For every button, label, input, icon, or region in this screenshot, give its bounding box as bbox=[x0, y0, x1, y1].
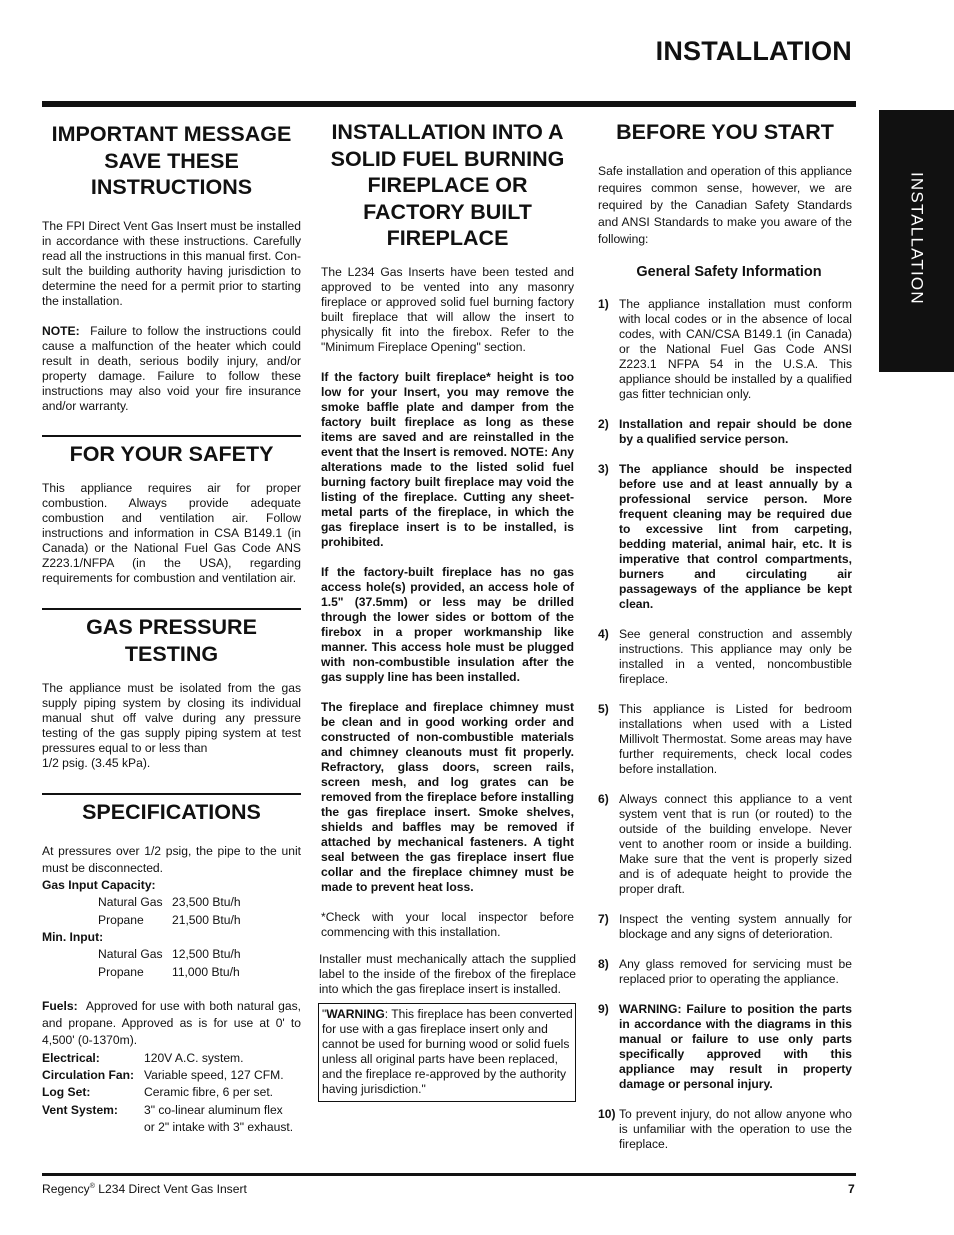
list-item: 6) Always connect this appliance to a vent system vent that is run (or routed) to the outside of the building envelope. Never vent to another room or inside a building. Make sure that the vent is properly sized and is of adequate height to provide the proper draft. bbox=[598, 791, 852, 896]
column-right bbox=[598, 115, 852, 1152]
list-item: 8) Any glass removed for servicing must be replaced prior to operating the appliance. bbox=[598, 956, 852, 986]
gas-input-label: Gas Input Capacity: bbox=[42, 878, 156, 893]
note-label: NOTE: bbox=[42, 323, 80, 338]
warning-text: : This fireplace has been converted for use with a gas fireplace insert only and cannot be used for burning wood or solid fuels unless all original parts have been replaced, and the fireplace re-approved by the authority having jurisdiction." bbox=[322, 1006, 573, 1096]
bottom-rule bbox=[42, 1173, 856, 1176]
min-input-row: Natural Gas 12,500 Btu/h bbox=[98, 947, 241, 962]
safety-para: This appliance requires air for proper combustion. Always provide adequate combustion and ventilation air. Follow instructions and information in CSA B149.1 (in Canada) or the National Fuel Gas Code ANS Z223.1/NFPA (in the USA), regarding requirements for combustion and ventilation air. bbox=[42, 481, 301, 585]
list-item: 5) This appliance is Listed for bedroom installations when used with a Listed Millivolt Thermostat. Some areas may have further requirements, check local codes before installation. bbox=[598, 701, 852, 776]
min-input-row: Propane 11,000 Btu/h bbox=[98, 964, 240, 979]
important-note bbox=[42, 324, 301, 414]
footer-brand: Regency® L234 Direct Vent Gas Insert bbox=[42, 1182, 247, 1196]
spec-row-vent-system: Vent System: 3" co-linear aluminum flex bbox=[42, 1102, 283, 1117]
list-item: 2) Installation and repair should be done by a qualified service person. bbox=[598, 416, 852, 446]
fuels-para: Fuels: Approved for use with both natural gas, and propane. Approved as is for use at 0' to 4,500' (0-1370m). bbox=[42, 998, 301, 1048]
solid-fuel-heading: INSTALLATION INTO A SOLID FUEL BURNING FIREPLACE OR FACTORY BUILT FIREPLACE bbox=[330, 120, 565, 250]
list-item: 1) The appliance installation must conform with local codes or in the absence of local codes, with CAN/CSA B149.1 (in Canada) or the National Fuel Gas Code ANSI Z223.1 NFPA 54 in the U.S.A. This appliance should be installed by a qualified gas fitter technician only. bbox=[598, 296, 852, 401]
gas-input-row: Propane 21,500 Btu/h bbox=[98, 912, 241, 927]
column-left bbox=[42, 115, 301, 1136]
top-rule bbox=[42, 101, 856, 107]
solid-fuel-para-2: If the factory built fireplace* height is too low for your Insert, you may remove the smoke baffle plate and damper from the factory built fireplace as long as these items are saved and are reinstalled in the event that the Insert is removed. NOTE: Any alterations made to the listed solid fuel burning factory built fireplace may void the listing of the fireplace. Cutting any sheet-metal parts of the fireplace, in which the gas fireplace insert is to be installed, is prohibited. bbox=[321, 369, 574, 549]
vent-system-cont: or 2" intake with 3" exhaust. bbox=[144, 1119, 294, 1134]
gas-pressure-para-end: 1/2 psig. (3.45 kPa). bbox=[42, 756, 151, 770]
specs-intro: At pressures over 1/2 psig, the pipe to the unit must be disconnected. bbox=[42, 843, 301, 875]
min-input-label: Min. Input: bbox=[42, 929, 104, 944]
side-tab bbox=[879, 110, 954, 372]
list-item: 4) See general construction and assembly instructions. This appliance may only be installed in a vented, noncombustible fireplace. bbox=[598, 626, 852, 686]
divider bbox=[42, 608, 301, 610]
before-start-intro: Safe installation and operation of this appliance requires common sense, however, we are required by the Canadian Safety Standards and ANSI Standards to make you aware of the following: bbox=[598, 163, 852, 246]
column-middle bbox=[321, 115, 574, 1102]
safety-heading: FOR YOUR SAFETY bbox=[69, 441, 274, 466]
divider bbox=[42, 435, 301, 437]
list-item: 9) WARNING: Failure to position the parts in accordance with the diagrams in this manual or failure to use only parts specifically approved with this appliance may result in property damage or personal injury. bbox=[598, 1001, 852, 1091]
page-title: INSTALLATION bbox=[655, 36, 852, 66]
list-item: 7) Inspect the venting system annually for blockage and any signs of deterioration. bbox=[598, 911, 852, 941]
important-para: The FPI Direct Vent Gas Insert must be installed in accordance with these instructions. Carefully read all the instructions in this manual first. Con-sult the building authority having jurisdiction to determine the need for a permit prior to starting the installation. bbox=[42, 218, 301, 308]
list-item: 3) The appliance should be inspected before use and at least annually by a professional service person. More frequent cleaning may be required due to excessive lint from carpeting, bedding material, animal hair, etc. It is imperative that control compartments, burners and circulating air passageways of the appliance be kept clean. bbox=[598, 461, 852, 611]
gas-pressure-heading: GAS PRESSURE TESTING bbox=[86, 615, 257, 666]
gas-input-row: Natural Gas 23,500 Btu/h bbox=[98, 895, 241, 910]
solid-fuel-para-5: *Check with your local inspector before commencing with this installation. bbox=[321, 909, 574, 939]
note-text: Failure to follow the instructions could cause a malfunction of the heater which could result in death, serious bodily injury, and/or property damage. Failure to follow these instructions may also void your fire insurance and/or warranty. bbox=[42, 323, 301, 413]
solid-fuel-para-6: Installer must mechanically attach the supplied label to the inside of the firebox of the fireplace into which the gas fireplace insert is installed. bbox=[319, 951, 576, 996]
divider bbox=[42, 793, 301, 795]
spec-row-log-set: Log Set: Ceramic fibre, 6 per set. bbox=[42, 1085, 274, 1100]
gas-pressure-para: The appliance must be isolated from the gas supply piping system by closing its individual manual shut off valve during any pressure testing of the gas supply piping system at test pressures equal to or less than bbox=[42, 681, 301, 755]
warning-label: WARNING bbox=[326, 1006, 385, 1021]
spec-row-circulation-fan: Circulation Fan: Variable speed, 127 CFM. bbox=[42, 1068, 284, 1083]
warning-box: "WARNING: This fireplace has been converted for use with a gas fireplace insert only and cannot be used for burning wood or solid fuels unless all original parts have been replaced, and the fireplace re-approved by the authority having jurisdiction." bbox=[318, 1003, 576, 1102]
solid-fuel-para-4: The fireplace and fireplace chimney must be clean and in good working order and constructed of non-combustible materials and chimney cleanouts must fit properly. Refractory, glass doors, screen rails, screen mesh, and log grates can be removed from the fireplace before installing the gas fireplace insert. Smoke shelves, shields and baffles may be removed if attached by mechanical fasteners. A tight seal between the gas fireplace insert flue collar and the fireplace chimney must be made to prevent heat loss. bbox=[321, 699, 574, 894]
solid-fuel-para-1: The L234 Gas Inserts have been tested and approved to be vented into any masonry fireplace or approved solid fuel burning factory built fireplace that will allow the insert to physically fit into the firebox. Refer to the "Minimum Fireplace Opening" section. bbox=[321, 264, 574, 354]
specs-heading: SPECIFICATIONS bbox=[82, 800, 261, 824]
page-number: 7 bbox=[848, 1182, 855, 1196]
specs-block bbox=[42, 877, 301, 1136]
solid-fuel-para-3: If the factory-built fireplace has no gas access hole(s) provided, an access hole of 1.5" (37.5mm) or less may be drilled through the lower sides or bottom of the firebox in a proper workmanship like manner. This access hole must be plugged with non-combustible insulation after the gas supply line has been installed. bbox=[321, 564, 574, 684]
list-item: 10) To prevent injury, do not allow anyone who is unfamiliar with the operation to use the fireplace. bbox=[598, 1106, 852, 1151]
side-tab-label: INSTALLATION bbox=[907, 172, 927, 305]
general-safety-heading: General Safety Information bbox=[636, 263, 822, 280]
before-start-heading: BEFORE YOU START bbox=[616, 120, 834, 144]
spec-row-electrical: Electrical: 120V A.C. system. bbox=[42, 1050, 244, 1065]
important-heading: IMPORTANT MESSAGE SAVE THESE INSTRUCTIONS bbox=[51, 122, 292, 199]
